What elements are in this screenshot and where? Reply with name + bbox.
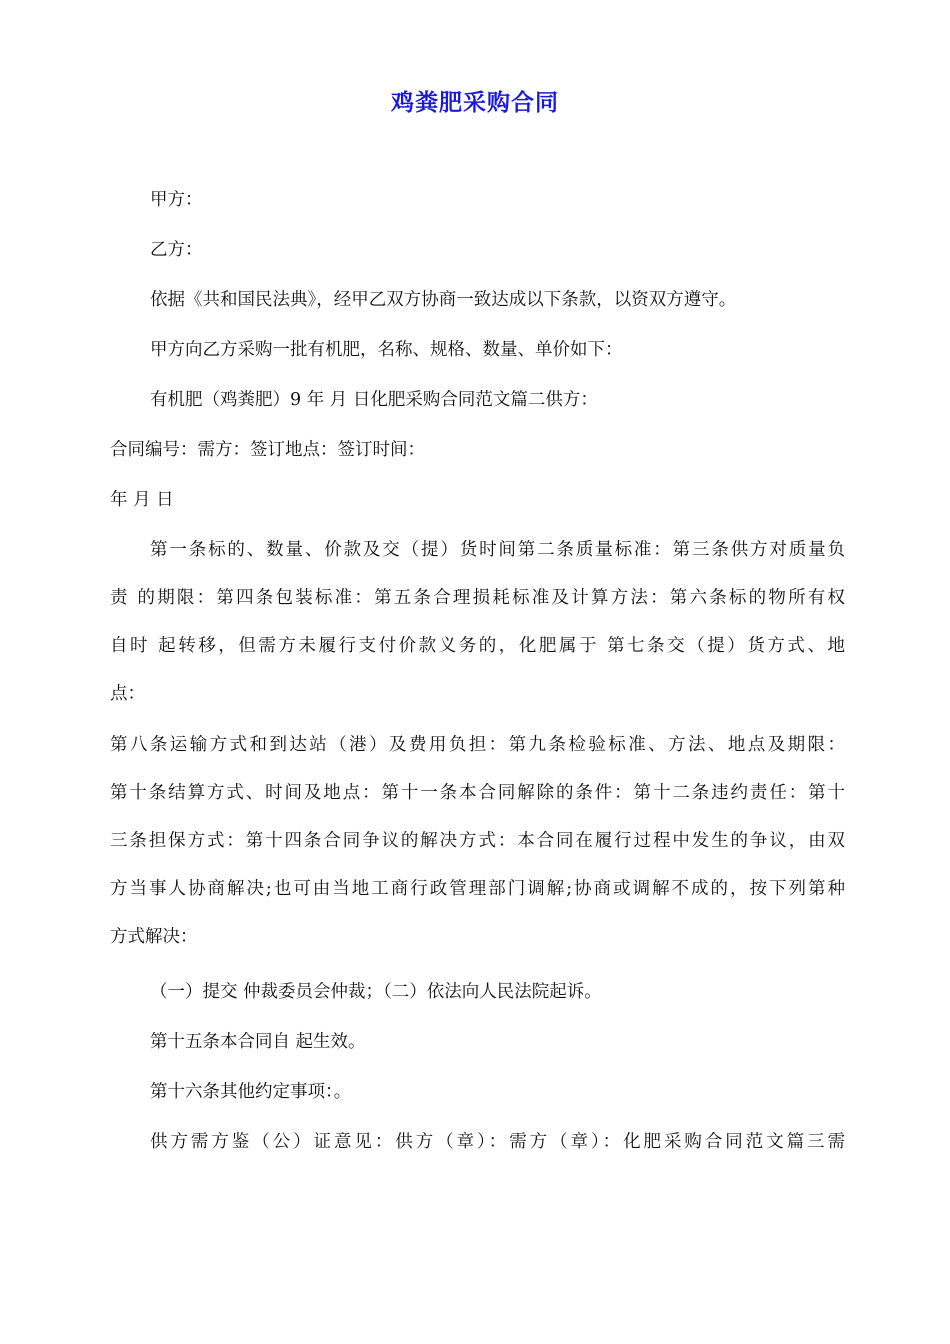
article-paragraph-line-9: 方式解决： (110, 927, 198, 947)
article-paragraph-line-8: 方当事人协商解决;也可由当地工商行政管理部门调解;协商或调解不成的，按下列第种 (110, 879, 845, 899)
article-paragraph-line-7: 三条担保方式：第十四条合同争议的解决方式：本合同在履行过程中发生的争议，由双 (110, 831, 845, 851)
product-line: 有机肥（鸡粪肥）9 年 月 日化肥采购合同范文篇二供方： (150, 390, 598, 410)
article-paragraph-line-4: 点： (110, 684, 145, 704)
article-paragraph-line-5: 第八条运输方式和到达站（港）及费用负担：第九条检验标准、方法、地点及期限： (110, 735, 845, 755)
party-b-line: 乙方： (150, 240, 203, 260)
other-matters-line: 第十六条其他约定事项：。 (150, 1082, 352, 1102)
article-paragraph-line-2: 责 的期限：第四条包装标准：第五条合理损耗标准及计算方法：第六条标的物所有权 (110, 588, 845, 608)
date-line: 年 月 日 (110, 490, 174, 510)
article-paragraph-line-3: 自时 起转移，但需方未履行支付价款义务的，化肥属于 第七条交（提）货方式、地 (110, 636, 845, 656)
contract-number-line: 合同编号：需方：签订地点：签订时间： (110, 440, 425, 460)
article-paragraph-line-6: 第十条结算方式、时间及地点：第十一条本合同解除的条件：第十二条违约责任：第十 (110, 783, 845, 803)
purchase-line: 甲方向乙方采购一批有机肥，名称、规格、数量、单价如下： (150, 340, 623, 360)
dispute-options-line: （一）提交 仲裁委员会仲裁；（二）依法向人民法院起诉。 (150, 982, 602, 1002)
signature-line: 供方需方鉴（公）证意见：供方（章）：需方（章）：化肥采购合同范文篇三需 (150, 1132, 845, 1152)
article-paragraph-line-1: 第一条标的、数量、价款及交（提）货时间第二条质量标准：第三条供方对质量负 (150, 540, 845, 560)
effective-date-line: 第十五条本合同自 起生效。 (150, 1032, 366, 1052)
party-a-line: 甲方： (150, 190, 203, 210)
document-title: 鸡粪肥采购合同 (391, 90, 559, 116)
legal-basis-line: 依据《共和国民法典》，经甲乙双方协商一致达成以下条款，以资双方遵守。 (150, 290, 737, 310)
